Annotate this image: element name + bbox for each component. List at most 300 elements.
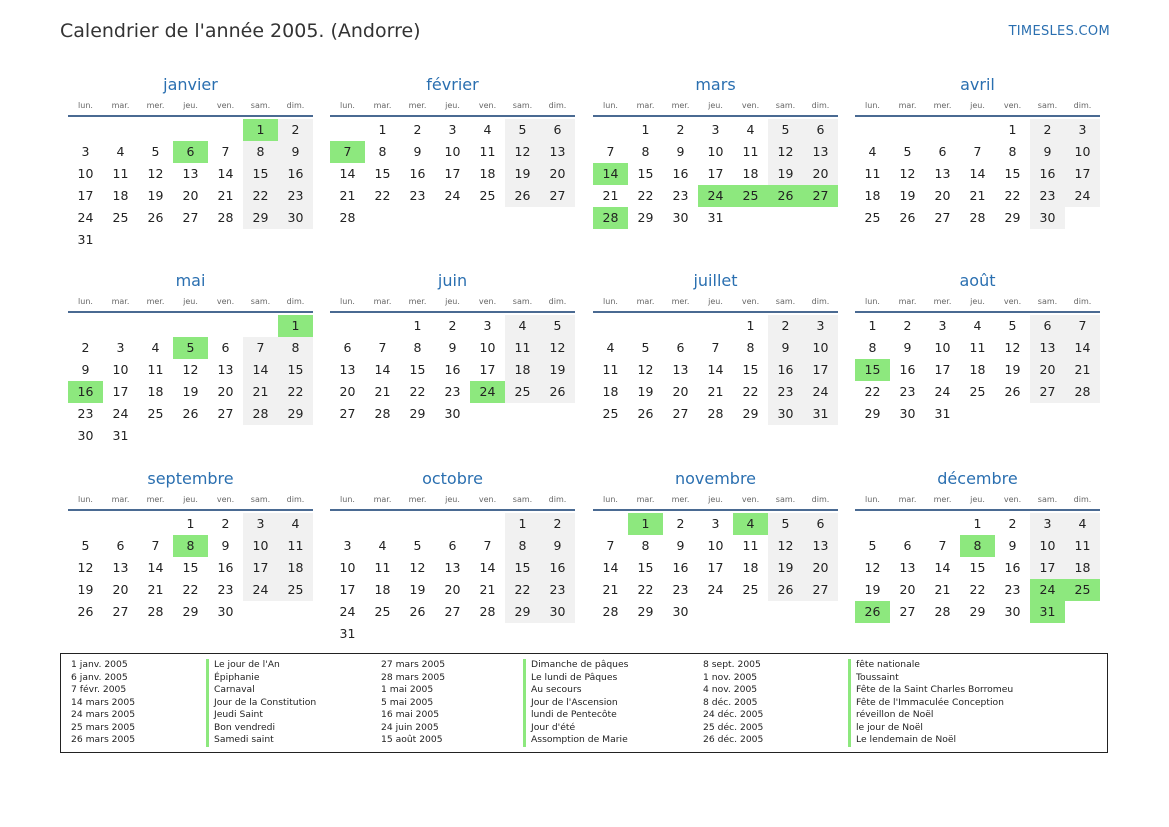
day-cell: 5 (868, 538, 877, 553)
day-cell: 10 (112, 362, 129, 377)
month-name: juin (437, 271, 468, 290)
day-cell: 30 (444, 406, 461, 421)
weekday-label: jeu. (708, 101, 723, 110)
day-cell: 22 (278, 381, 313, 403)
weekday-label: mer. (671, 495, 690, 504)
day-cell: 23 (77, 406, 94, 421)
day-cell: 29 (742, 406, 759, 421)
weekday-label: jeu. (183, 101, 198, 110)
legend-date: 25 déc. 2005 (703, 721, 764, 733)
weekday-label: mar. (111, 101, 130, 110)
day-cell: 7 (151, 538, 160, 553)
legend-names-column (206, 659, 316, 747)
day-cell: 27 (540, 185, 575, 207)
day-cell: 31 (934, 406, 951, 421)
day-cell: 5 (151, 144, 160, 159)
weekday-label: sam. (512, 297, 533, 306)
day-cell: 23 (1030, 185, 1065, 207)
empty-cell (68, 513, 103, 535)
day-cell: 21 (602, 582, 619, 597)
day-cell: 7 (711, 340, 720, 355)
day-cell: 26 (1004, 384, 1021, 399)
weekday-label: sam. (512, 495, 533, 504)
day-cell: 28 (243, 403, 278, 425)
day-cell: 6 (116, 538, 125, 553)
day-cell: 28 (707, 406, 724, 421)
day-grid (855, 119, 1100, 229)
day-cell: 4 (116, 144, 125, 159)
legend-holiday-name: lundi de Pentecôte (523, 709, 628, 722)
empty-cell (330, 315, 365, 337)
empty-cell (138, 315, 173, 337)
empty-cell (593, 315, 628, 337)
day-cell: 12 (147, 166, 164, 181)
day-cell: 8 (1008, 144, 1017, 159)
day-cell: 1 (413, 318, 422, 333)
legend-date: 1 nov. 2005 (703, 671, 758, 683)
day-cell: 6 (343, 340, 352, 355)
day-cell: 11 (374, 560, 391, 575)
day-cell: 14 (147, 560, 164, 575)
day-cell: 29 (409, 406, 426, 421)
weekday-label: jeu. (970, 297, 985, 306)
legend-date: 7 févr. 2005 (71, 684, 127, 695)
empty-cell (925, 513, 960, 535)
empty-cell (138, 513, 173, 535)
day-cell: 15 (637, 166, 654, 181)
legend-holiday-name: Jour de la Constitution (206, 697, 316, 710)
day-cell: 15 (243, 163, 278, 185)
day-cell: 14 (243, 359, 278, 381)
day-cell: 26 (899, 210, 916, 225)
day-cell: 4 (973, 318, 982, 333)
day-cell: 19 (409, 582, 426, 597)
day-cell: 9 (1008, 538, 1017, 553)
legend-date: 27 mars 2005 (381, 659, 446, 670)
weekday-label: mar. (111, 297, 130, 306)
day-cell: 11 (112, 166, 129, 181)
day-cell: 20 (803, 557, 838, 579)
weekday-label: lun. (78, 297, 93, 306)
day-cell: 25 (479, 188, 496, 203)
brand-link[interactable]: TIMESLES.COM (1008, 24, 1110, 39)
legend-holiday-name: Épiphanie (206, 672, 316, 685)
day-grid (593, 119, 838, 229)
day-cell: 23 (278, 185, 313, 207)
day-cell: 6 (221, 340, 230, 355)
day-grid (855, 513, 1100, 623)
weekday-label: sam. (250, 297, 271, 306)
day-cell: 19 (505, 163, 540, 185)
day-cell: 27 (1030, 381, 1065, 403)
day-cell: 14 (479, 560, 496, 575)
holiday-day-cell: 25 (1065, 579, 1100, 601)
day-cell: 10 (707, 144, 724, 159)
day-cell: 30 (672, 210, 689, 225)
day-grid (68, 119, 313, 251)
legend-holiday-name: Assomption de Marie (523, 734, 628, 747)
day-cell: 29 (243, 207, 278, 229)
weekday-header (68, 97, 313, 117)
day-cell: 5 (768, 119, 803, 141)
legend-dates-column (381, 659, 445, 747)
holiday-day-cell: 31 (1030, 601, 1065, 623)
legend-date: 25 mars 2005 (71, 721, 136, 733)
holiday-day-cell: 1 (243, 119, 278, 141)
day-cell: 17 (339, 582, 356, 597)
weekday-label: mer. (933, 101, 952, 110)
day-cell: 28 (934, 604, 951, 619)
weekday-header (330, 97, 575, 117)
day-cell: 10 (1065, 141, 1100, 163)
day-cell: 10 (479, 340, 496, 355)
weekday-label: lun. (340, 297, 355, 306)
weekday-label: mar. (373, 101, 392, 110)
legend-date: 24 juin 2005 (381, 721, 439, 733)
day-cell: 13 (444, 560, 461, 575)
weekday-label: dim. (548, 101, 567, 110)
day-cell: 23 (409, 188, 426, 203)
legend-date: 6 janv. 2005 (71, 671, 128, 683)
legend-holiday-name: Bon vendredi (206, 722, 316, 735)
legend-date: 4 nov. 2005 (703, 684, 758, 695)
day-cell: 25 (147, 406, 164, 421)
day-cell: 19 (1004, 362, 1021, 377)
month-6 (330, 269, 575, 425)
holiday-legend (60, 653, 1108, 753)
weekday-label: jeu. (445, 101, 460, 110)
day-cell: 23 (540, 579, 575, 601)
day-cell: 3 (1030, 513, 1065, 535)
day-cell: 5 (1008, 318, 1017, 333)
weekday-label: jeu. (708, 495, 723, 504)
day-grid (330, 513, 575, 645)
day-cell: 29 (505, 601, 540, 623)
day-cell: 18 (742, 560, 759, 575)
day-cell: 16 (672, 560, 689, 575)
day-cell: 14 (969, 166, 986, 181)
legend-holiday-name: Le jour de l'An (206, 659, 316, 672)
empty-cell (330, 513, 365, 535)
day-cell: 17 (1030, 557, 1065, 579)
empty-cell (890, 513, 925, 535)
weekday-label: mer. (146, 297, 165, 306)
legend-holiday-name: Samedi saint (206, 734, 316, 747)
holiday-day-cell: 8 (173, 535, 208, 557)
weekday-label: ven. (741, 101, 760, 110)
weekday-label: ven. (478, 495, 497, 504)
day-cell: 20 (217, 384, 234, 399)
day-cell: 18 (112, 188, 129, 203)
day-cell: 7 (606, 538, 615, 553)
day-cell: 16 (444, 362, 461, 377)
empty-cell (365, 513, 400, 535)
weekday-label: dim. (286, 101, 305, 110)
weekday-label: jeu. (445, 297, 460, 306)
month-1 (68, 73, 313, 251)
day-cell: 31 (707, 210, 724, 225)
weekday-label: dim. (811, 101, 830, 110)
day-cell: 6 (676, 340, 685, 355)
day-cell: 10 (339, 560, 356, 575)
day-cell: 4 (505, 315, 540, 337)
day-cell: 29 (637, 604, 654, 619)
month-12 (855, 467, 1100, 623)
weekday-header (855, 491, 1100, 511)
day-cell: 4 (868, 144, 877, 159)
month-name: août (959, 271, 996, 290)
day-cell: 10 (243, 535, 278, 557)
weekday-label: mar. (373, 297, 392, 306)
legend-date: 26 déc. 2005 (703, 734, 764, 745)
weekday-label: dim. (1073, 297, 1092, 306)
day-cell: 12 (182, 362, 199, 377)
day-cell: 24 (803, 381, 838, 403)
weekday-label: mer. (146, 495, 165, 504)
day-cell: 19 (540, 359, 575, 381)
day-cell: 12 (899, 166, 916, 181)
day-grid (593, 513, 838, 623)
day-cell: 10 (77, 166, 94, 181)
day-cell: 22 (637, 188, 654, 203)
weekday-label: ven. (1003, 297, 1022, 306)
holiday-day-cell: 7 (330, 141, 365, 163)
month-name: juillet (693, 271, 738, 290)
month-7 (593, 269, 838, 425)
day-cell: 12 (768, 535, 803, 557)
day-cell: 10 (803, 337, 838, 359)
day-cell: 26 (147, 210, 164, 225)
day-cell: 9 (278, 141, 313, 163)
weekday-label: dim. (1073, 101, 1092, 110)
day-cell: 29 (278, 403, 313, 425)
day-cell: 17 (1065, 163, 1100, 185)
legend-holiday-name: Toussaint (848, 672, 1013, 685)
empty-cell (68, 119, 103, 141)
day-cell: 30 (540, 601, 575, 623)
month-name: décembre (937, 469, 1018, 488)
day-cell: 15 (182, 560, 199, 575)
day-cell: 18 (742, 166, 759, 181)
holiday-day-cell: 24 (470, 381, 505, 403)
day-cell: 19 (77, 582, 94, 597)
weekday-label: mer. (671, 101, 690, 110)
legend-names-column (523, 659, 628, 747)
day-cell: 19 (768, 163, 803, 185)
legend-holiday-name: Le lundi de Pâques (523, 672, 628, 685)
weekday-label: sam. (512, 101, 533, 110)
day-cell: 16 (278, 163, 313, 185)
weekday-label: dim. (286, 495, 305, 504)
day-cell: 22 (243, 185, 278, 207)
legend-holiday-name: réveillon de Noël (848, 709, 1013, 722)
weekday-label: lun. (78, 101, 93, 110)
day-cell: 13 (540, 141, 575, 163)
day-cell: 12 (864, 560, 881, 575)
day-cell: 18 (864, 188, 881, 203)
day-cell: 13 (217, 362, 234, 377)
day-cell: 5 (413, 538, 422, 553)
day-cell: 1 (868, 318, 877, 333)
weekday-label: mer. (933, 297, 952, 306)
empty-cell (593, 513, 628, 535)
legend-holiday-name: Jour de l'Ascension (523, 697, 628, 710)
holiday-day-cell: 8 (960, 535, 995, 557)
legend-date: 8 sept. 2005 (703, 659, 761, 670)
day-cell: 25 (969, 384, 986, 399)
weekday-header (593, 293, 838, 313)
weekday-label: lun. (603, 297, 618, 306)
day-cell: 8 (641, 538, 650, 553)
day-cell: 16 (1004, 560, 1021, 575)
month-5 (68, 269, 313, 447)
weekday-header (593, 97, 838, 117)
month-3 (593, 73, 838, 229)
day-cell: 14 (934, 560, 951, 575)
day-cell: 4 (746, 122, 755, 137)
day-cell: 8 (505, 535, 540, 557)
day-cell: 21 (479, 582, 496, 597)
weekday-header (855, 293, 1100, 313)
month-11 (593, 467, 838, 623)
day-cell: 16 (540, 557, 575, 579)
day-cell: 16 (1030, 163, 1065, 185)
weekday-label: ven. (741, 495, 760, 504)
day-cell: 9 (221, 538, 230, 553)
weekday-label: jeu. (183, 297, 198, 306)
day-cell: 28 (969, 210, 986, 225)
day-cell: 3 (116, 340, 125, 355)
day-cell: 15 (742, 362, 759, 377)
day-cell: 18 (374, 582, 391, 597)
weekday-label: ven. (216, 101, 235, 110)
day-cell: 27 (899, 604, 916, 619)
day-cell: 11 (278, 535, 313, 557)
day-grid (855, 315, 1100, 425)
day-cell: 19 (899, 188, 916, 203)
day-cell: 23 (899, 384, 916, 399)
day-cell: 13 (339, 362, 356, 377)
day-cell: 11 (147, 362, 164, 377)
day-cell: 4 (1065, 513, 1100, 535)
empty-cell (173, 119, 208, 141)
empty-cell (890, 119, 925, 141)
weekday-label: sam. (250, 101, 271, 110)
day-cell: 23 (217, 582, 234, 597)
day-cell: 30 (217, 604, 234, 619)
day-cell: 31 (112, 428, 129, 443)
day-cell: 4 (151, 340, 160, 355)
day-cell: 11 (969, 340, 986, 355)
legend-holiday-name: Jour d'été (523, 722, 628, 735)
day-cell: 9 (81, 362, 90, 377)
day-cell: 1 (378, 122, 387, 137)
day-cell: 30 (899, 406, 916, 421)
holiday-day-cell: 14 (593, 163, 628, 185)
empty-cell (173, 315, 208, 337)
day-cell: 7 (973, 144, 982, 159)
weekday-label: lun. (340, 495, 355, 504)
day-cell: 6 (448, 538, 457, 553)
empty-cell (243, 315, 278, 337)
legend-holiday-name: Le lendemain de Noël (848, 734, 1013, 747)
month-name: avril (960, 75, 995, 94)
day-cell: 27 (182, 210, 199, 225)
day-cell: 4 (606, 340, 615, 355)
day-cell: 10 (1030, 535, 1065, 557)
day-grid (68, 315, 313, 447)
day-cell: 7 (243, 337, 278, 359)
weekday-label: mer. (408, 101, 427, 110)
empty-cell (855, 513, 890, 535)
day-cell: 6 (803, 513, 838, 535)
day-cell: 8 (641, 144, 650, 159)
day-cell: 29 (637, 210, 654, 225)
empty-cell (103, 315, 138, 337)
day-cell: 2 (676, 516, 685, 531)
day-cell: 28 (339, 210, 356, 225)
day-cell: 28 (602, 604, 619, 619)
day-cell: 3 (1065, 119, 1100, 141)
day-cell: 18 (1065, 557, 1100, 579)
legend-holiday-name: Fête de l'Immaculée Conception (848, 697, 1013, 710)
day-cell: 25 (864, 210, 881, 225)
legend-holiday-name: Carnaval (206, 684, 316, 697)
day-cell: 7 (378, 340, 387, 355)
day-cell: 30 (77, 428, 94, 443)
day-cell: 17 (243, 557, 278, 579)
day-cell: 21 (374, 384, 391, 399)
day-cell: 11 (505, 337, 540, 359)
empty-cell (365, 315, 400, 337)
day-cell: 17 (707, 560, 724, 575)
day-cell: 1 (973, 516, 982, 531)
day-cell: 16 (768, 359, 803, 381)
day-cell: 13 (803, 141, 838, 163)
day-cell: 11 (864, 166, 881, 181)
month-name: novembre (674, 469, 757, 488)
weekday-label: sam. (775, 495, 796, 504)
legend-holiday-name: le jour de Noël (848, 722, 1013, 735)
weekday-label: mar. (898, 297, 917, 306)
month-10 (330, 467, 575, 645)
day-cell: 15 (969, 560, 986, 575)
day-cell: 11 (602, 362, 619, 377)
day-cell: 21 (217, 188, 234, 203)
day-cell: 21 (934, 582, 951, 597)
day-cell: 7 (938, 538, 947, 553)
day-cell: 10 (707, 538, 724, 553)
day-cell: 12 (505, 141, 540, 163)
legend-holiday-name: Dimanche de pâques (523, 659, 628, 672)
day-cell: 18 (479, 166, 496, 181)
day-cell: 13 (112, 560, 129, 575)
day-cell: 7 (221, 144, 230, 159)
weekday-header (855, 97, 1100, 117)
day-cell: 18 (147, 384, 164, 399)
day-cell: 29 (969, 604, 986, 619)
day-cell: 17 (934, 362, 951, 377)
weekday-label: ven. (478, 101, 497, 110)
day-cell: 10 (934, 340, 951, 355)
weekday-label: lun. (865, 495, 880, 504)
day-cell: 31 (77, 232, 94, 247)
holiday-day-cell: 25 (733, 185, 768, 207)
day-cell: 25 (602, 406, 619, 421)
day-cell: 4 (483, 122, 492, 137)
day-cell: 9 (676, 538, 685, 553)
day-cell: 18 (278, 557, 313, 579)
